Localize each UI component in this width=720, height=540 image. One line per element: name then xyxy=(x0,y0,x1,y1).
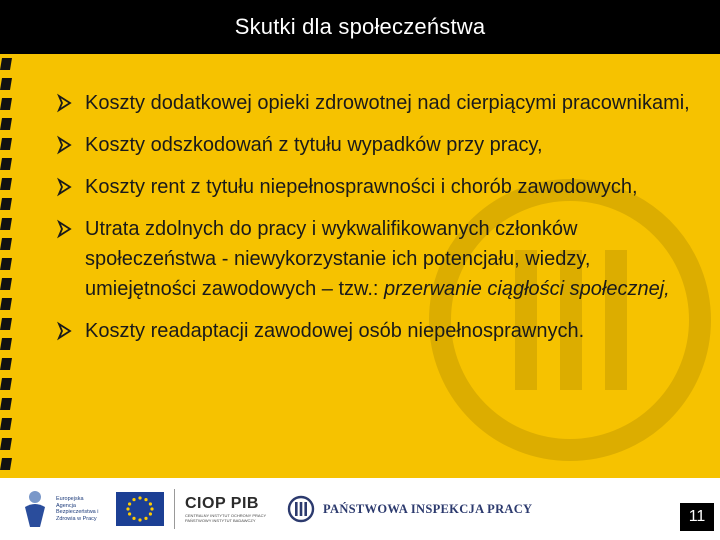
bullet-item xyxy=(55,172,695,202)
footer-logos xyxy=(20,484,532,534)
eu-osha-figure-icon xyxy=(20,489,50,529)
bullet-text: Koszty dodatkowej opieki zdrowotnej nad cierpiącymi pracownikami, xyxy=(85,92,690,114)
bullet-item xyxy=(55,214,695,304)
title-bar xyxy=(0,0,720,54)
ciop-title: CIOP PIB xyxy=(185,495,259,512)
bullet-italic-text: przerwanie ciągłości społecznej, xyxy=(384,278,670,300)
pip-emblem-icon xyxy=(287,495,315,523)
pip-text: PAŃSTWOWA INSPEKCJA PRACY xyxy=(323,501,533,516)
arrow-bullet-icon xyxy=(55,130,77,160)
pip-logo xyxy=(287,495,532,523)
bullet-item xyxy=(55,88,695,118)
bullet-text: Koszty readaptacji zawodowej osób niepełnosprawnych. xyxy=(85,320,585,342)
slide-title: Skutki dla społeczeństwa xyxy=(234,14,486,39)
dash-stripe-decoration xyxy=(0,58,14,478)
footer-logos-bar xyxy=(0,478,720,540)
eu-osha-text: Europejska Agencja Bezpieczeństwa i Zdrowia w Pracy xyxy=(56,496,99,522)
page-number: 11 xyxy=(680,503,714,531)
ciop-subtitle: CENTRALNY INSTYTUT OCHRONY PRACY PAŃSTWOWY INSTYTUT BADAWCZY xyxy=(185,513,267,523)
ciop-pib-logo xyxy=(185,495,277,523)
footer-divider xyxy=(174,489,175,529)
eu-flag-icon xyxy=(116,492,164,526)
eu-osha-logo xyxy=(20,489,106,529)
bullet-text: Utrata zdolnych do pracy i wykwalifikowanych członków społeczeństwa - niewykorzystanie ich potencjału, wiedzy, umiejętności zawodowych – tzw.: xyxy=(85,218,591,300)
arrow-bullet-icon xyxy=(55,316,77,346)
bullet-list xyxy=(55,88,695,358)
bullet-item xyxy=(55,316,695,346)
bullet-item xyxy=(55,130,695,160)
arrow-bullet-icon xyxy=(55,214,77,244)
bullet-text: Koszty rent z tytułu niepełnosprawności i chorób zawodowych, xyxy=(85,176,638,198)
bullet-text: Koszty odszkodowań z tytułu wypadków przy pracy, xyxy=(85,134,543,156)
arrow-bullet-icon xyxy=(55,172,77,202)
arrow-bullet-icon xyxy=(55,88,77,118)
